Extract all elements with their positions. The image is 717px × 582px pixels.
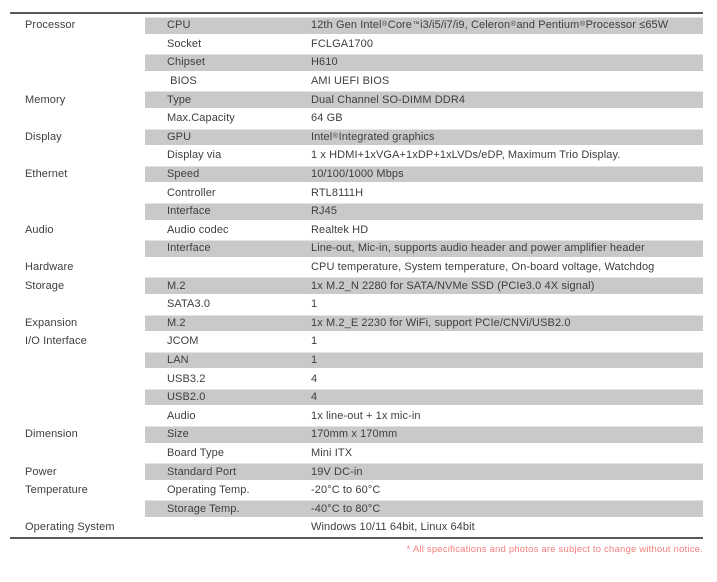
item-cell: Size (145, 425, 310, 444)
table-row (10, 444, 703, 463)
category-cell (10, 444, 145, 463)
value-cell: 1x M.2_E 2230 for WiFi, support PCIe/CNVi/USB2.0 (310, 314, 703, 333)
category-cell: Operating System (25, 521, 115, 534)
item-cell: USB2.0 (145, 388, 310, 407)
footnote: * All specifications and photos are subject to change without notice. (406, 543, 703, 555)
value-cell: -40°C to 80°C (310, 499, 703, 518)
category-cell (10, 183, 145, 202)
category-cell (10, 499, 145, 518)
table-row (10, 518, 703, 537)
value-cell: Windows 10/11 64bit, Linux 64bit (311, 521, 475, 534)
item-cell: Speed (145, 165, 310, 184)
table-row (10, 314, 703, 333)
table-row (10, 332, 703, 351)
item-cell: Interface (145, 202, 310, 221)
item-cell (145, 258, 310, 277)
item-cell: Max.Capacity (167, 112, 235, 125)
category-cell: I/O Interface (25, 335, 87, 348)
table-row (10, 202, 703, 221)
value-cell: H610 (310, 53, 703, 72)
category-cell (10, 369, 145, 388)
value-cell: 19V DC-in (310, 462, 703, 481)
spec-table (10, 12, 703, 555)
table-row (10, 369, 703, 388)
item-cell: Display via (167, 149, 222, 162)
category-cell: Audio (25, 223, 54, 236)
value-cell: 4 (310, 388, 703, 407)
table-row (10, 35, 703, 54)
category-cell (10, 53, 145, 72)
table-row (10, 128, 703, 147)
item-cell: Audio (167, 409, 196, 422)
table-row (10, 239, 703, 258)
item-cell: M.2 (145, 276, 310, 295)
category-cell (10, 351, 145, 370)
category-cell (10, 202, 145, 221)
category-cell: Memory (25, 93, 66, 106)
table-row (10, 499, 703, 518)
category-cell (10, 388, 145, 407)
table-top-rule (10, 12, 703, 14)
table-row (10, 258, 703, 277)
item-cell: USB3.2 (167, 372, 206, 385)
category-cell: Expansion (25, 316, 78, 329)
table-bottom-rule (10, 537, 703, 539)
item-cell: Standard Port (145, 462, 310, 481)
category-cell: Ethernet (25, 168, 68, 181)
table-row (10, 481, 703, 500)
table-row (10, 72, 703, 91)
item-cell: SATA3.0 (167, 298, 211, 311)
category-cell (10, 406, 145, 425)
item-cell: JCOM (167, 335, 199, 348)
value-cell: 12th Gen Intel ® Core ™ i3/i5/i7/i9, Celeron ® and Pentium ® Processor ≤65W (310, 16, 703, 35)
value-cell: 10/100/1000 Mbps (310, 165, 703, 184)
item-cell: Socket (167, 37, 202, 50)
table-row (10, 351, 703, 370)
category-cell (10, 239, 145, 258)
value-cell: 1 x HDMI+1xVGA+1xDP+1xLVDs/eDP, Maximum Trio Display. (311, 149, 621, 162)
category-cell: Processor (25, 19, 76, 32)
value-cell: 1 (311, 298, 318, 311)
category-cell (10, 35, 145, 54)
category-cell (10, 72, 145, 91)
category-cell: Power (25, 465, 57, 478)
item-cell: CPU (145, 16, 310, 35)
value-cell: AMI UEFI BIOS (311, 75, 390, 88)
category-cell: Temperature (25, 484, 88, 497)
item-cell: Operating Temp. (167, 484, 250, 497)
value-cell: RTL8111H (311, 186, 364, 199)
value-cell: 1x M.2_N 2280 for SATA/NVMe SSD (PCIe3.0 4X signal) (310, 276, 703, 295)
value-cell: 1 (310, 351, 703, 370)
item-cell: Chipset (145, 53, 310, 72)
item-cell: Board Type (167, 446, 225, 459)
value-cell: 170mm x 170mm (310, 425, 703, 444)
category-cell: Storage (25, 279, 65, 292)
value-cell: Mini ITX (311, 446, 353, 459)
table-row (10, 295, 703, 314)
value-cell: CPU temperature, System temperature, On-board voltage, Watchdog (311, 261, 655, 274)
item-cell: Interface (145, 239, 310, 258)
item-cell: GPU (145, 128, 310, 147)
item-cell: BIOS (167, 75, 197, 88)
item-cell: LAN (145, 351, 310, 370)
value-cell: -20°C to 60°C (311, 484, 381, 497)
item-cell: Storage Temp. (145, 499, 310, 518)
table-row (10, 425, 703, 444)
item-cell (145, 518, 310, 537)
table-row (10, 90, 703, 109)
table-row (10, 165, 703, 184)
table-row (10, 146, 703, 165)
value-cell: 64 GB (311, 112, 343, 125)
category-cell (10, 109, 145, 128)
table-row (10, 388, 703, 407)
category-cell (10, 146, 145, 165)
value-cell: 4 (311, 372, 318, 385)
spec-rows (10, 16, 703, 537)
value-cell: 1 (311, 335, 318, 348)
table-row (10, 406, 703, 425)
value-cell: Realtek HD (311, 223, 369, 236)
category-cell: Dimension (25, 428, 78, 441)
table-row (10, 53, 703, 72)
item-cell: M.2 (145, 314, 310, 333)
value-cell: Intel ® Integrated graphics (310, 128, 703, 147)
category-cell (10, 295, 145, 314)
table-row (10, 276, 703, 295)
category-cell: Hardware (25, 261, 74, 274)
item-cell: Type (145, 90, 310, 109)
item-cell: Audio codec (167, 223, 229, 236)
table-row (10, 16, 703, 35)
table-row (10, 462, 703, 481)
value-cell: Dual Channel SO-DIMM DDR4 (310, 90, 703, 109)
value-cell: RJ45 (310, 202, 703, 221)
table-row (10, 109, 703, 128)
table-row (10, 183, 703, 202)
table-row (10, 221, 703, 240)
value-cell: FCLGA1700 (311, 37, 374, 50)
item-cell: Controller (167, 186, 216, 199)
value-cell: Line-out, Mic-in, supports audio header and power amplifier header (310, 239, 703, 258)
category-cell: Display (25, 130, 62, 143)
value-cell: 1x line-out + 1x mic-in (311, 409, 421, 422)
